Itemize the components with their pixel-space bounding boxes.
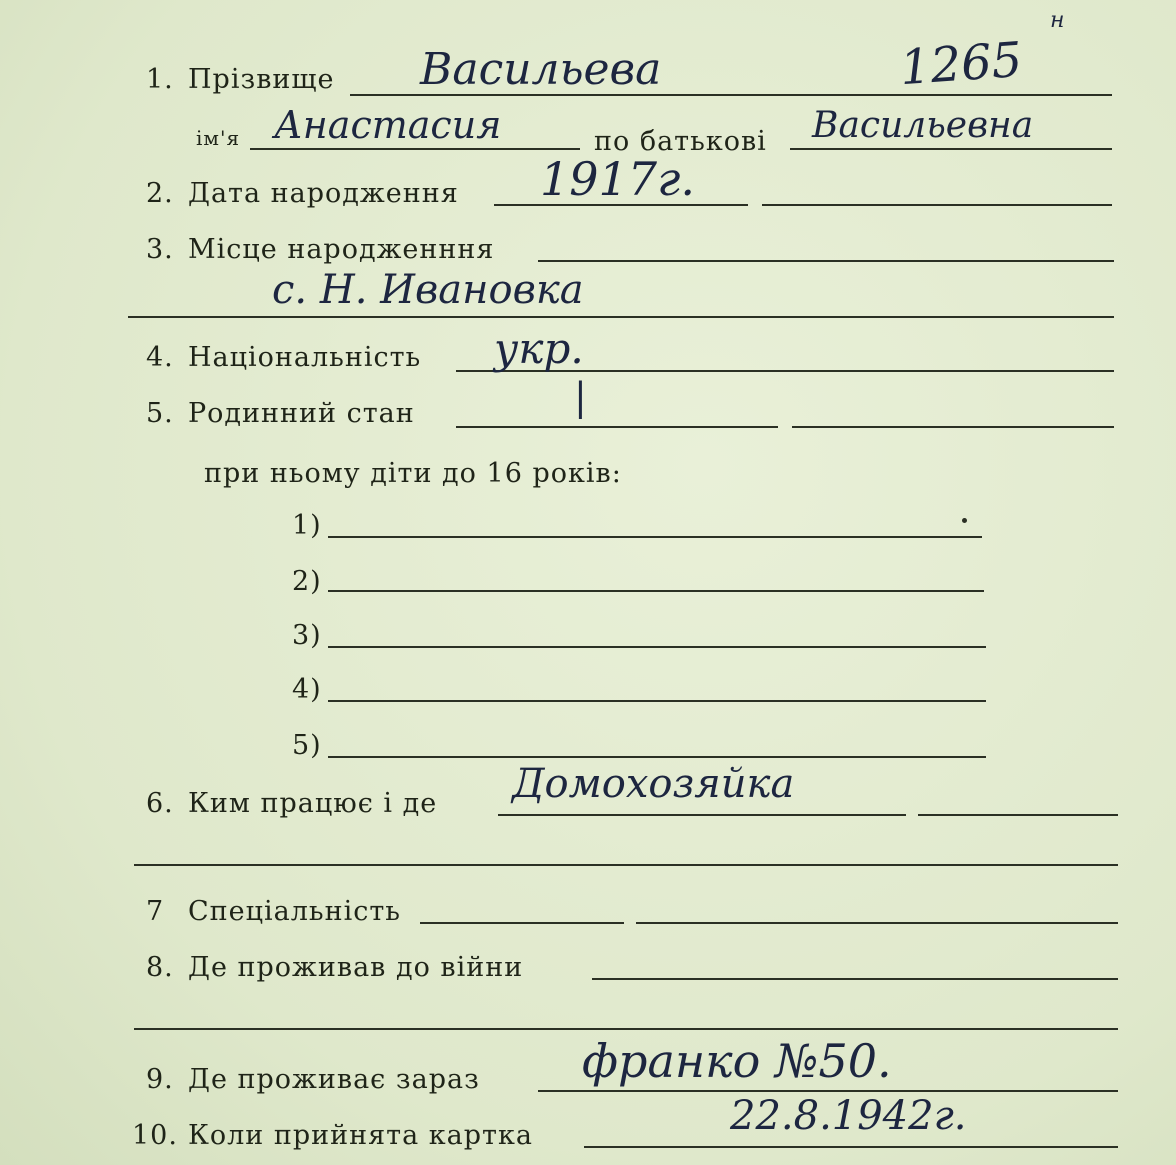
marital-status-value: | bbox=[574, 375, 587, 419]
current-residence-value: франко №50. bbox=[582, 1034, 892, 1088]
specialty-line bbox=[420, 922, 624, 924]
birth-place-line bbox=[538, 260, 1114, 262]
child-slot-3-number: 3) bbox=[292, 620, 322, 651]
first-name-value: Анастасия bbox=[274, 103, 502, 147]
child-slot-1-number: 1) bbox=[292, 510, 322, 541]
occupation-label: Ким працює і де bbox=[188, 788, 438, 819]
child-slot-3-line bbox=[328, 646, 986, 648]
nationality-value: укр. bbox=[494, 324, 584, 373]
birth-place-value: с. Н. Ивановка bbox=[272, 267, 584, 313]
first-name-label: ім'я bbox=[196, 126, 241, 150]
birth-place-label: Місце народженння bbox=[188, 234, 495, 265]
card-accepted-value: 22.8.1942г. bbox=[730, 1093, 967, 1139]
card-accepted-label: Коли прийнята картка bbox=[188, 1120, 533, 1151]
pre-war-residence-line-2 bbox=[134, 1028, 1118, 1030]
pre-war-residence-line bbox=[592, 978, 1118, 980]
card-number-suffix: н bbox=[1050, 8, 1065, 33]
occupation-line-2 bbox=[918, 814, 1118, 816]
specialty-label: Спеціальність bbox=[188, 896, 401, 927]
occupation-value: Домохозяйка bbox=[512, 761, 795, 807]
first-name-line bbox=[250, 148, 580, 150]
marital-status-line-2 bbox=[792, 426, 1114, 428]
field-8-number: 8. bbox=[146, 952, 174, 983]
field-3-number: 3. bbox=[146, 234, 174, 265]
marital-status-label: Родинний стан bbox=[188, 398, 415, 429]
marital-status-line bbox=[456, 426, 778, 428]
field-2-number: 2. bbox=[146, 178, 174, 209]
specialty-line-2 bbox=[636, 922, 1118, 924]
occupation-line bbox=[498, 814, 906, 816]
patronymic-line bbox=[790, 148, 1112, 150]
child-slot-1-line bbox=[328, 536, 982, 538]
field-4-number: 4. bbox=[146, 342, 174, 373]
card-accepted-line bbox=[584, 1146, 1118, 1148]
children-label: при ньому діти до 16 років: bbox=[204, 458, 622, 489]
field-10-number: 10. bbox=[132, 1120, 178, 1151]
nationality-label: Національність bbox=[188, 342, 422, 373]
patronymic-value: Васильевна bbox=[812, 105, 1034, 146]
birth-date-value: 1917г. bbox=[540, 152, 695, 206]
card-number-value: 1265 bbox=[898, 31, 1024, 97]
field-6-number: 6. bbox=[146, 788, 174, 819]
ink-speck bbox=[962, 518, 967, 523]
occupation-line-3 bbox=[134, 864, 1118, 866]
child-slot-4-line bbox=[328, 700, 986, 702]
field-1-number: 1. bbox=[146, 64, 174, 95]
current-residence-label: Де проживає зараз bbox=[188, 1064, 480, 1095]
patronymic-label: по батькові bbox=[594, 126, 767, 157]
child-slot-2-number: 2) bbox=[292, 566, 322, 597]
surname-label: Прізвище bbox=[188, 64, 335, 95]
child-slot-5-number: 5) bbox=[292, 730, 322, 761]
child-slot-5-line bbox=[328, 756, 986, 758]
field-7-number: 7 bbox=[146, 896, 165, 927]
birth-date-line-2 bbox=[762, 204, 1112, 206]
surname-value: Васильева bbox=[420, 44, 662, 95]
field-5-number: 5. bbox=[146, 398, 174, 429]
current-residence-line bbox=[538, 1090, 1118, 1092]
pre-war-residence-label: Де проживав до війни bbox=[188, 952, 524, 983]
field-9-number: 9. bbox=[146, 1064, 174, 1095]
birth-date-label: Дата народження bbox=[188, 178, 459, 209]
birth-place-line-2 bbox=[128, 316, 1114, 318]
child-slot-4-number: 4) bbox=[292, 674, 322, 705]
child-slot-2-line bbox=[328, 590, 984, 592]
